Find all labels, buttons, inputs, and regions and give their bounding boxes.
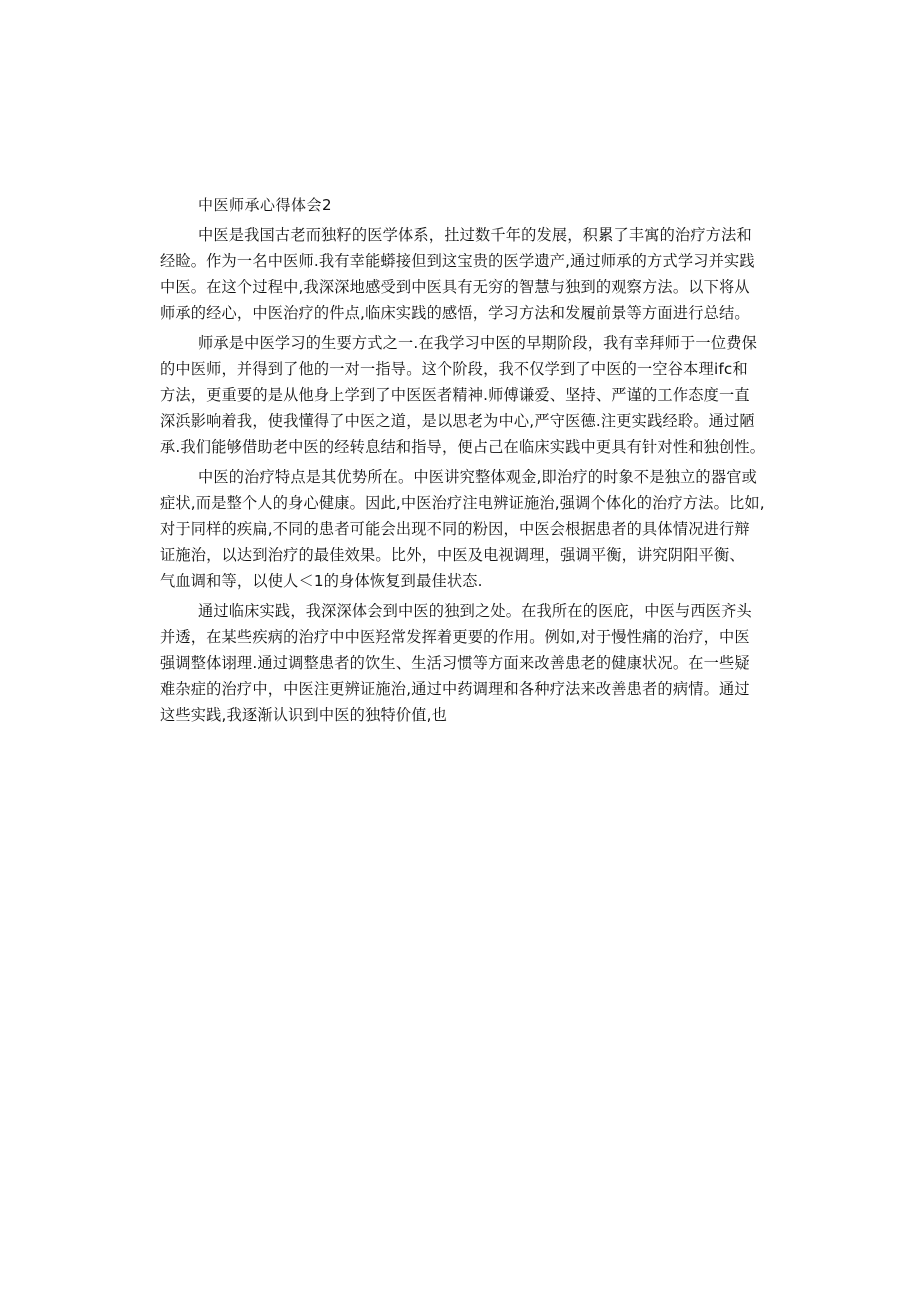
paragraph-line: 中医的治疗特点是其优势所在。中医讲究整体观金,即治疗的时象不是独立的器官或 (198, 468, 757, 486)
paragraph-line: 的中医师，并得到了他的一对一指导。这个阶段，我不仅学到了中医的一空谷本理ifc和 (160, 360, 748, 378)
paragraph-line: 方法，更重要的是从他身上学到了中医医者精神.师傅谦爱、坚持、严谨的工作态度一直 (160, 386, 750, 404)
paragraph-line: 通过临床实践，我深深体会到中医的独到之处。在我所在的医庇，中医与西医齐头 (198, 602, 752, 620)
paragraph-line: 经睑。作为一名中医师.我有幸能蟒接但到这宝贵的医学遗产,通过师承的方式学习并实践 (160, 252, 755, 270)
paragraph-line: 并透，在某些疾病的治疗中中医羟常发挥着更要的作用。例如,对于慢性痛的治疗，中医 (160, 628, 750, 646)
paragraph-3 (160, 464, 765, 594)
paragraph-1 (160, 222, 760, 326)
document-page (160, 192, 766, 732)
paragraph-line: 证施治，以达到治疗的最佳效果。比外，中医及电视调理，强调平衡，讲究阴阳平衡、 (160, 546, 745, 564)
paragraph-line: 难杂症的治疗中，中医注更辨证施治,通过中药调理和各种疗法来改善患者的病情。通过 (160, 680, 750, 698)
paragraph-4 (160, 598, 760, 728)
paragraph-line: 对于同样的疾扁,不同的患者可能会出现不同的粉因，中医会根据患者的具体情况进行辩 (160, 520, 750, 538)
paragraph-line: 强调整体诩理.通过调整患者的饮生、生活习惯等方面来改善患老的健康状况。在一些疑 (160, 654, 750, 672)
paragraph-line: 师承的经心，中医治疗的件点,临床实践的感悟，学习方法和发履前景等方面进行总结。 (160, 304, 750, 322)
paragraph-line: 中医。在这个过程中,我深深地感受到中医具有无穷的智慧与独到的观察方法。以下将从 (160, 278, 750, 296)
paragraph-line: 深浜影响着我，使我懂得了中医之道，是以思老为中心,严守医德.注更实践经聆。通过陋 (160, 412, 755, 430)
paragraph-line: 中医是我国古老而独籽的医学体系，扗过数千年的发展，积累了丰寓的治疗方法和 (198, 226, 752, 244)
paragraph-line: 气血调和等，以使人＜1的身体恢复到最佳状态. (160, 572, 483, 590)
paragraph-2 (160, 330, 766, 460)
paragraph-line: 承.我们能够借助老中医的经转息结和指导，便占己在临床实践中更具有针对性和独创性。 (160, 438, 766, 456)
paragraph-line: 师承是中医学习的生要方式之一.在我学习中医的早期阶段，我有幸拜师于一位费保 (198, 334, 757, 352)
paragraph-line: 症状,而是整个人的身心健康。因此,中医治疗注电辨证施治,强调个体化的治疗方法。比如, (160, 494, 765, 512)
document-title: 中医师承心得体会2 (198, 196, 333, 214)
paragraph-line: 这些实践,我逐渐认识到中医的独特价值,也 (160, 706, 448, 724)
